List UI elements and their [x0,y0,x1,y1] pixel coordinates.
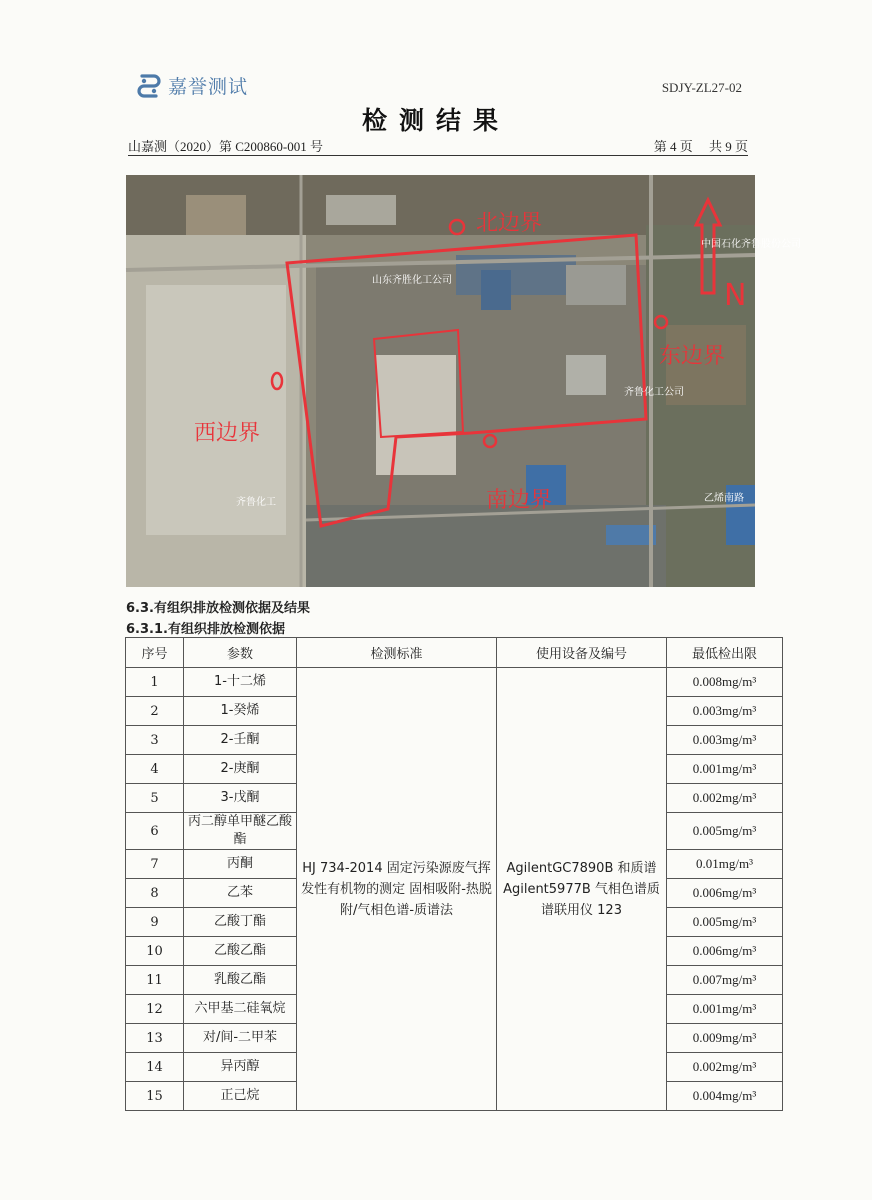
road-label: 乙烯南路 [704,493,744,504]
header-limit: 最低检出限 [667,638,783,668]
report-info-line [128,135,748,156]
row-limit: 0.01mg/m³ [667,850,783,879]
site-map [126,175,801,587]
row-no: 14 [126,1053,184,1082]
row-param: 2-庚酮 [184,755,297,784]
row-param: 乳酸乙酯 [184,966,297,995]
company-name: 嘉誉测试 [168,76,249,98]
equipment: AgilentGC7890B 和质谱Agilent5977B 气相色谱质谱联用仪 123 [497,668,667,1111]
detection-standard: HJ 734-2014 固定污染源废气挥发性有机物的测定 固相吸附-热脱附/气相色谱-质谱法 [297,668,497,1111]
company-c-label: 齐鲁化工 [236,497,276,508]
table-header-row [126,638,783,668]
row-limit: 0.004mg/m³ [667,1082,783,1111]
row-no: 3 [126,726,184,755]
row-no: 6 [126,813,184,850]
header-no: 序号 [126,638,184,668]
row-param: 3-戊酮 [184,784,297,813]
row-no: 15 [126,1082,184,1111]
row-param: 六甲基二硅氧烷 [184,995,297,1024]
page-title: 检测结果 [361,106,510,135]
row-limit: 0.009mg/m³ [667,1024,783,1053]
row-no: 4 [126,755,184,784]
company-d-label: 齐鲁化工公司 [624,387,684,398]
row-param: 对/间-二甲苯 [184,1024,297,1053]
row-no: 5 [126,784,184,813]
row-limit: 0.002mg/m³ [667,784,783,813]
report-number: 山嘉测（2020）第 C200860-001 号 [128,139,324,154]
row-limit: 0.006mg/m³ [667,937,783,966]
header-equipment: 使用设备及编号 [497,638,667,668]
company-a-label: 山东齐胜化工公司 [372,275,452,286]
south-boundary-label: 南边界 [486,488,553,513]
east-boundary-label: 东边界 [659,344,726,369]
company-logo-icon [136,73,162,99]
row-param: 正己烷 [184,1082,297,1111]
row-param: 乙酸丁酯 [184,908,297,937]
row-limit: 0.002mg/m³ [667,1053,783,1082]
row-param: 2-壬酮 [184,726,297,755]
row-no: 8 [126,879,184,908]
row-param: 1-癸烯 [184,697,297,726]
row-limit: 0.003mg/m³ [667,726,783,755]
row-limit: 0.001mg/m³ [667,995,783,1024]
row-no: 10 [126,937,184,966]
header-param: 参数 [184,638,297,668]
row-param: 乙酸乙酯 [184,937,297,966]
row-limit: 0.006mg/m³ [667,879,783,908]
row-no: 13 [126,1024,184,1053]
company-logo [136,72,248,99]
row-param: 丙酮 [184,850,297,879]
row-param: 异丙醇 [184,1053,297,1082]
row-no: 7 [126,850,184,879]
detection-basis-table [125,637,783,1111]
page-number: 第 4 页 共 9 页 [653,139,748,154]
row-limit: 0.005mg/m³ [667,908,783,937]
document-code: SDJY-ZL27-02 [661,80,742,95]
row-no: 11 [126,966,184,995]
row-no: 12 [126,995,184,1024]
row-param: 乙苯 [184,879,297,908]
row-limit: 0.001mg/m³ [667,755,783,784]
row-no: 2 [126,697,184,726]
row-limit: 0.003mg/m³ [667,697,783,726]
north-arrow-label: N [724,278,747,313]
west-boundary-label: 西边界 [194,421,261,446]
row-param: 丙二醇单甲醚乙酸酯 [184,813,297,850]
company-b-label: 中国石化齐鲁股份公司 [701,239,801,250]
north-boundary-label: 北边界 [476,211,543,236]
row-limit: 0.005mg/m³ [667,813,783,850]
section-heading-6-3: 6.3.有组织排放检测依据及结果 [126,601,310,616]
row-no: 9 [126,908,184,937]
row-limit: 0.007mg/m³ [667,966,783,995]
section-heading-6-3-1: 6.3.1.有组织排放检测依据 [126,622,285,637]
satellite-image [126,175,801,587]
table-row [126,668,783,697]
row-param: 1-十二烯 [184,668,297,697]
row-no: 1 [126,668,184,697]
row-limit: 0.008mg/m³ [667,668,783,697]
header-standard: 检测标准 [297,638,497,668]
